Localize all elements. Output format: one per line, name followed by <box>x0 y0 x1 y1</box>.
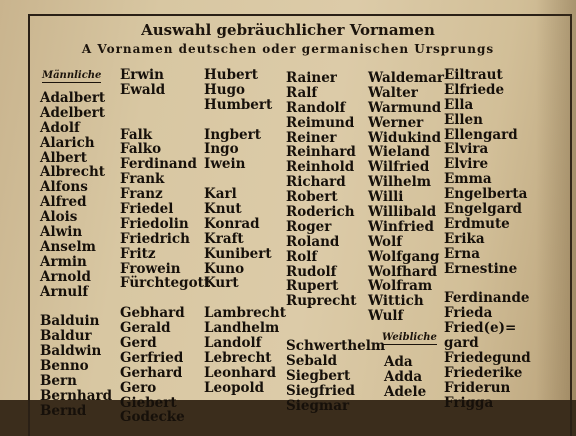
first-name-entry: Ernestine <box>444 260 518 277</box>
heading-male: Männliche <box>42 70 102 81</box>
first-name-entry <box>120 98 210 113</box>
first-name-entry: Friedel <box>120 201 174 218</box>
first-name-entry <box>204 113 286 128</box>
first-name-entry: Frank <box>120 171 165 188</box>
first-name-entry: Alarich <box>40 134 95 151</box>
first-name-entry: Arnulf <box>40 283 89 300</box>
first-name-entry: Ada <box>384 354 413 370</box>
first-name-entry: Gerald <box>120 320 171 337</box>
first-name-entry: Rudolf <box>286 263 337 280</box>
first-name-entry <box>444 276 531 291</box>
first-name-entry: Ingbert <box>204 126 261 143</box>
first-name-entry: Gebhard <box>120 305 185 322</box>
first-name-entry: Wilfried <box>368 159 430 176</box>
first-name-entry: Kraft <box>204 230 244 247</box>
first-name-entry: Reinhard <box>286 144 356 161</box>
first-name-entry: Konrad <box>204 215 260 232</box>
first-name-entry: Leonhard <box>204 364 277 381</box>
first-name-entry: Ingo <box>204 141 239 158</box>
first-name-entry: Waldemar <box>368 70 445 86</box>
first-name-entry: Gerd <box>120 335 157 352</box>
first-name-entry: Kurt <box>204 275 239 292</box>
first-name-entry: Kuno <box>204 260 245 277</box>
first-name-entry: Friedrich <box>120 230 190 247</box>
first-name-entry: Gerhard <box>120 364 183 381</box>
first-name-entry: Armin <box>40 253 87 270</box>
first-name-entry: Gerfried <box>120 349 184 366</box>
first-name-entry: Elvira <box>444 141 489 158</box>
first-name-entry: Ellen <box>444 111 483 128</box>
heading-female: Weibliche <box>382 332 437 343</box>
first-name-entry: Bernd <box>40 402 87 419</box>
first-name-entry: Erika <box>444 230 485 247</box>
first-name-entry: Rainer <box>286 70 337 86</box>
first-name-entry: Warmund <box>368 99 442 116</box>
first-name-entry: Adele <box>384 383 427 400</box>
first-name-entry: Karl <box>204 186 237 203</box>
first-name-entry: Willi <box>368 189 404 206</box>
first-name-entry: Wilhelm <box>368 174 431 191</box>
name-column-5 <box>368 71 444 324</box>
first-name-entry <box>204 291 286 306</box>
first-name-entry: Alfred <box>40 194 87 211</box>
first-name-entry: Richard <box>286 174 346 191</box>
first-name-entry: Baldur <box>40 328 92 345</box>
first-name-entry: Benno <box>40 358 89 375</box>
first-name-entry <box>40 299 112 314</box>
first-name-entry: Giebert <box>120 394 177 411</box>
first-name-entry: Godecke <box>120 409 185 426</box>
page-subtitle: A Vornamen deutschen oder germanischen Ursprungs <box>81 42 495 56</box>
first-name-entry: Wittich <box>368 293 424 310</box>
first-name-entry: Hugo <box>204 81 246 98</box>
first-name-entry: Ferdinand <box>120 156 197 173</box>
name-column-1 <box>40 91 112 419</box>
first-name-entry: Albrecht <box>40 164 106 181</box>
first-name-entry <box>286 324 385 339</box>
first-name-entry: Adda <box>384 368 423 385</box>
first-name-entry: Lebrecht <box>204 349 272 366</box>
first-name-entry: Wolf <box>368 233 403 250</box>
first-name-entry: Adalbert <box>40 90 106 106</box>
first-name-entry: Alfons <box>40 179 88 196</box>
first-name-entry: Siegbert <box>286 367 351 384</box>
first-name-entry: Wieland <box>368 144 430 161</box>
first-name-entry: Wolfgang <box>368 248 440 265</box>
first-name-entry <box>120 113 210 128</box>
first-name-entry: Elvire <box>444 156 489 173</box>
first-name-entry: Roland <box>286 233 340 250</box>
first-name-entry: Elfriede <box>444 81 505 98</box>
first-name-entry: Robert <box>286 189 338 206</box>
first-name-entry: Wolfhard <box>368 263 438 280</box>
first-name-entry: Hubert <box>204 67 258 83</box>
first-name-entry: Friedegund <box>444 349 531 366</box>
name-column-2 <box>120 68 210 425</box>
first-name-entry: Gero <box>120 379 157 396</box>
first-name-entry: Schwerthelm <box>286 338 386 355</box>
first-name-entry: Adolf <box>40 119 80 136</box>
first-name-entry: Friederike <box>444 364 523 381</box>
first-name-entry: Roger <box>286 218 332 235</box>
first-name-entry: Humbert <box>204 96 273 113</box>
first-name-entry: Siegfried <box>286 382 355 399</box>
first-name-entry: Engelberta <box>444 186 528 203</box>
first-name-entry <box>120 291 210 306</box>
first-name-entry: Iwein <box>204 156 246 173</box>
first-name-entry: Albert <box>40 149 87 166</box>
first-name-entry: Wolfram <box>368 278 433 295</box>
first-name-entry: Walter <box>368 84 418 101</box>
first-name-entry: Alwin <box>40 224 83 241</box>
first-name-entry: Ellengard <box>444 126 518 143</box>
first-name-entry: Rupert <box>286 278 339 295</box>
first-name-entry: Friderun <box>444 379 511 396</box>
first-name-entry: Ella <box>444 96 474 113</box>
first-name-entry: Rolf <box>286 248 318 265</box>
first-name-entry: Randolf <box>286 99 346 116</box>
first-name-entry: Franz <box>120 186 163 203</box>
first-name-entry: Ralf <box>286 84 318 101</box>
first-name-entry: Arnold <box>40 268 91 285</box>
first-name-entry: Emma <box>444 171 492 188</box>
first-name-entry: Werner <box>368 114 424 131</box>
first-name-entry: Erdmute <box>444 215 510 232</box>
first-name-entry: Falk <box>120 126 153 143</box>
first-name-entry: Frieda <box>444 305 493 322</box>
first-name-entry: Wulf <box>368 308 404 325</box>
first-name-entry: Eiltraut <box>444 67 503 83</box>
first-name-entry: Roderich <box>286 204 355 221</box>
first-name-entry: Lambrecht <box>204 305 286 322</box>
page-title: Auswahl gebräuchlicher Vornamen <box>141 21 435 39</box>
first-name-entry: Winfried <box>368 218 434 235</box>
first-name-entry: Alois <box>40 209 78 226</box>
first-name-entry: Frowein <box>120 260 181 277</box>
name-column-5-female <box>384 355 426 400</box>
first-name-entry: Falko <box>120 141 162 158</box>
first-name-entry: Erwin <box>120 67 164 83</box>
first-name-entry: Widukind <box>368 129 442 146</box>
first-name-entry: Balduin <box>40 313 100 330</box>
first-name-entry: Landolf <box>204 335 262 352</box>
first-name-entry: gard <box>444 335 479 352</box>
first-name-entry: Anselm <box>40 238 96 255</box>
first-name-entry: Engelgard <box>444 201 523 218</box>
first-name-entry: Bernhard <box>40 387 113 404</box>
first-name-entry: Baldwin <box>40 343 102 360</box>
first-name-entry: Frigga <box>444 394 494 411</box>
first-name-entry: Erna <box>444 245 480 262</box>
first-name-entry: Willibald <box>368 204 437 221</box>
first-name-entry: Leopold <box>204 379 265 396</box>
name-column-6 <box>444 68 531 410</box>
first-name-entry: Fürchtegott <box>120 275 211 292</box>
first-name-entry: Ewald <box>120 81 166 98</box>
first-name-entry: Reimund <box>286 114 355 131</box>
first-name-entry: Landhelm <box>204 320 280 337</box>
first-name-entry: Reiner <box>286 129 337 146</box>
first-name-entry: Sebald <box>286 352 338 369</box>
first-name-entry: Knut <box>204 201 242 218</box>
first-name-entry: Bern <box>40 372 77 389</box>
name-column-3 <box>204 68 286 396</box>
first-name-entry: Kunibert <box>204 245 272 262</box>
first-name-entry: Fried(e)= <box>444 320 517 337</box>
first-name-entry: Ferdinande <box>444 290 530 307</box>
first-name-entry: Fritz <box>120 245 156 262</box>
first-name-entry: Friedolin <box>120 215 189 232</box>
first-name-entry: Adelbert <box>40 104 106 121</box>
first-name-entry: Siegmar <box>286 397 350 414</box>
first-name-entry <box>204 172 286 187</box>
first-name-entry: Reinhold <box>286 159 355 176</box>
first-name-entry: Ruprecht <box>286 293 357 310</box>
